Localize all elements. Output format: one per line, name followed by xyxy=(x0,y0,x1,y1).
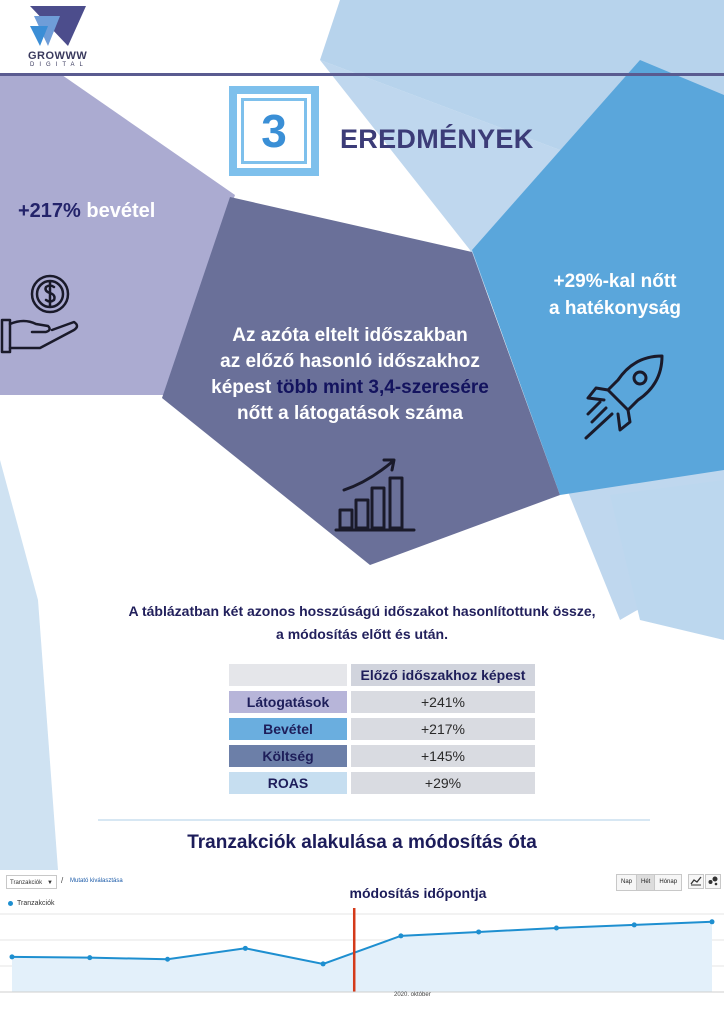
logo-brand: GROWWW xyxy=(28,50,88,62)
efficiency-stat-line2: a hatékonyság xyxy=(549,298,681,319)
legend-marker xyxy=(8,901,13,906)
header-rule xyxy=(0,73,724,76)
visits-stat-line3 xyxy=(170,375,530,401)
data-point[interactable] xyxy=(165,957,170,962)
metric-select[interactable] xyxy=(6,875,57,889)
table-row-label: Költség xyxy=(229,745,347,767)
x-axis-label: 2020. október xyxy=(394,992,431,998)
data-point[interactable] xyxy=(554,926,559,931)
efficiency-stat xyxy=(490,268,724,322)
visits-stat-line2: az előző hasonló időszakhoz xyxy=(220,351,480,372)
data-point[interactable] xyxy=(632,922,637,927)
table-row xyxy=(229,691,535,713)
metric-separator: / xyxy=(61,876,64,885)
bubble-chart-icon[interactable] xyxy=(705,874,721,889)
growww-logo xyxy=(30,6,86,50)
efficiency-stat-line1: +29%-kal nőtt xyxy=(553,271,677,292)
table-row-value: +29% xyxy=(351,772,535,794)
metric-select-value: Tranzakciók xyxy=(10,880,43,886)
chevron-down-icon: ▼ xyxy=(47,880,53,886)
data-point[interactable] xyxy=(476,929,481,934)
data-point[interactable] xyxy=(10,954,15,959)
visits-stat-line4: nőtt a látogatások száma xyxy=(237,403,463,424)
section-number-box xyxy=(229,86,319,176)
line-chart-icon[interactable] xyxy=(688,874,704,889)
chart-legend xyxy=(8,900,54,907)
rocket-icon xyxy=(582,352,668,440)
data-point[interactable] xyxy=(710,919,715,924)
table-row-label: ROAS xyxy=(229,772,347,794)
data-point[interactable] xyxy=(398,933,403,938)
table-intro-line1: A táblázatban két azonos hosszúságú időszakot hasonlítottunk össze, xyxy=(128,603,596,619)
comparison-table xyxy=(225,659,539,799)
table-row-label: Látogatások xyxy=(229,691,347,713)
legend-label: Tranzakciók xyxy=(17,900,55,907)
table-row-value: +217% xyxy=(351,718,535,740)
table-header-row xyxy=(229,664,535,686)
data-point[interactable] xyxy=(87,955,92,960)
section-title: EREDMÉNYEK xyxy=(340,124,534,154)
growth-chart-icon xyxy=(334,456,418,532)
period-button-day[interactable]: Nap xyxy=(616,874,637,891)
section-divider xyxy=(98,819,650,821)
revenue-stat-value: +217% xyxy=(18,200,81,222)
visits-stat xyxy=(170,323,530,427)
table-row xyxy=(229,718,535,740)
visits-stat-line1: Az azóta eltelt időszakban xyxy=(232,325,468,346)
table-row xyxy=(229,745,535,767)
section-number: 3 xyxy=(241,98,307,164)
data-point[interactable] xyxy=(243,946,248,951)
visits-stat-highlight: több mint 3,4-szeresére xyxy=(276,377,489,398)
data-point[interactable] xyxy=(321,961,326,966)
table-row-label: Bevétel xyxy=(229,718,347,740)
visits-stat-line3a: képest xyxy=(211,377,277,398)
revenue-stat-label: bevétel xyxy=(86,200,156,222)
period-button-month[interactable]: Hónap xyxy=(654,874,682,891)
table-row-value: +145% xyxy=(351,745,535,767)
table-header: Előző időszakhoz képest xyxy=(351,664,535,686)
logo-sub: DIGITAL xyxy=(30,62,88,68)
metric-select-link[interactable]: Mutató kiválasztása xyxy=(70,878,123,884)
change-annotation: módosítás időpontja xyxy=(349,885,487,901)
period-button-group xyxy=(617,874,682,891)
table-intro-line2: a módosítás előtt és után. xyxy=(276,626,448,642)
revenue-stat xyxy=(18,200,155,223)
table-row-value: +241% xyxy=(351,691,535,713)
money-hand-icon xyxy=(0,272,82,356)
table-row xyxy=(229,772,535,794)
period-button-week[interactable]: Hét xyxy=(636,874,655,891)
transactions-chart xyxy=(0,908,724,1008)
table-header-empty xyxy=(229,664,347,686)
chart-title: Tranzakciók alakulása a módosítás óta xyxy=(187,832,537,853)
series-area xyxy=(12,922,712,992)
table-intro xyxy=(80,600,644,646)
